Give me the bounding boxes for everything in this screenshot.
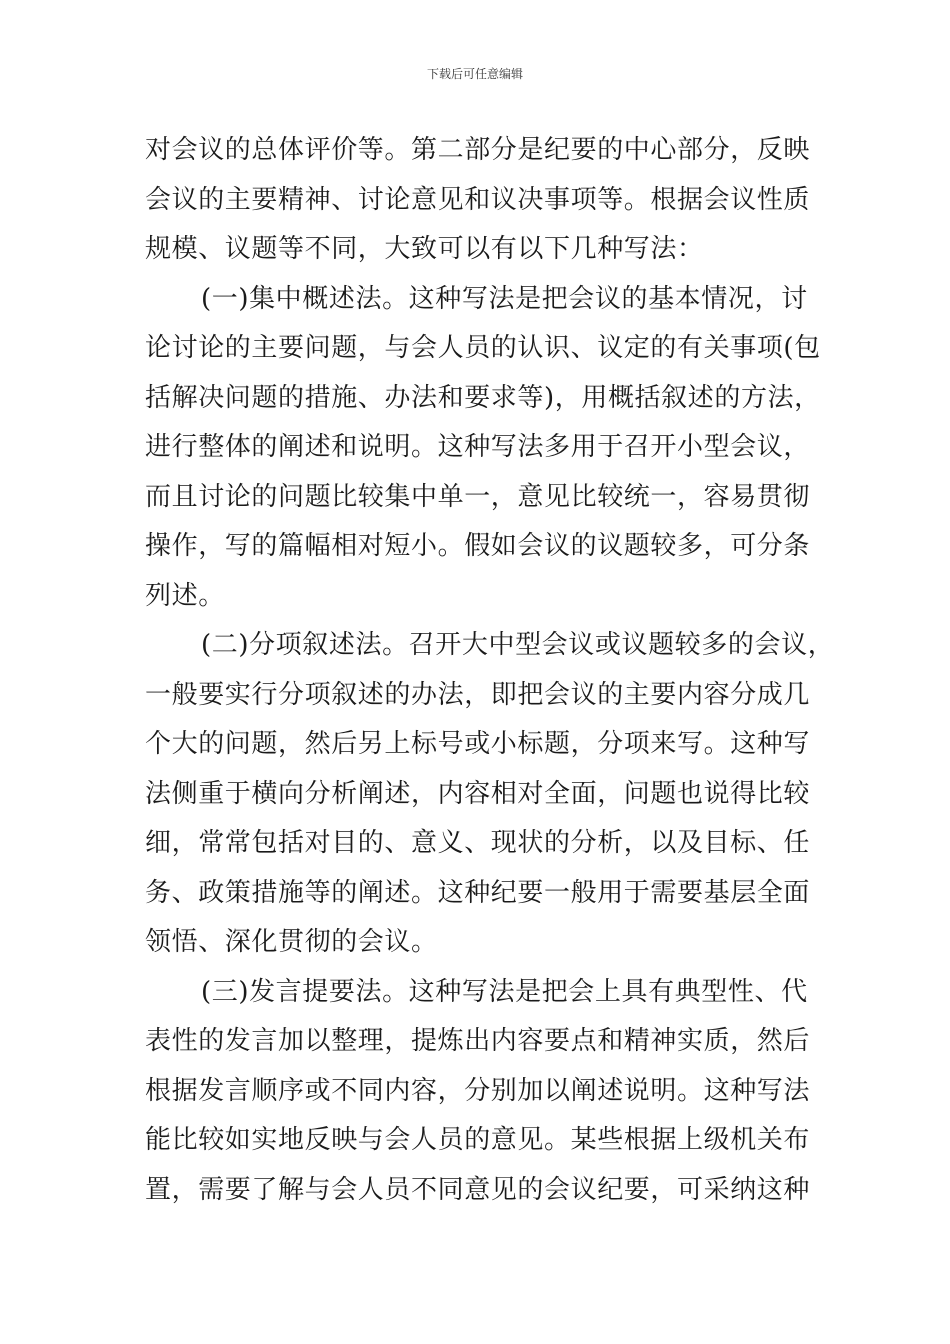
text-line: 规模、议题等不同，大致可以有以下几种写法：	[145, 234, 704, 264]
text-line: 一般要实行分项叙述的办法，即把会议的主要内容分成几	[145, 679, 811, 710]
document-body	[145, 126, 835, 1215]
text-line: 论讨论的主要问题，与会人员的认识、议定的有关事项(包	[145, 333, 821, 363]
text-line: 细，常常包括对目的、意义、现状的分析，以及目标、任	[145, 828, 811, 858]
page-header-note: 下载后可任意编辑	[426, 67, 523, 81]
text-line: 根据发言顺序或不同内容，分别加以阐述说明。这种写法	[145, 1075, 811, 1106]
text-line: 表性的发言加以整理，提炼出内容要点和精神实质，然后	[145, 1026, 811, 1056]
text-line: 列述。	[145, 580, 225, 611]
text-line: 会议的主要精神、讨论意见和议决事项等。根据会议性质	[145, 184, 811, 215]
text-line: 务、政策措施等的阐述。这种纪要一般用于需要基层全面	[145, 877, 811, 908]
text-line: 能比较如实地反映与会人员的意见。某些根据上级机关布	[145, 1125, 811, 1155]
paragraph-method-3	[145, 968, 815, 1216]
text-line: 领悟、深化贯彻的会议。	[145, 927, 438, 957]
text-line: (二)分项叙述法。召开大中型会议或议题较多的会议，	[201, 630, 835, 660]
text-line: (一)集中概述法。这种写法是把会议的基本情况，讨	[201, 283, 808, 314]
text-line: (三)发言提要法。这种写法是把会上具有典型性、代	[201, 976, 808, 1007]
text-line: 括解决问题的措施、办法和要求等)，用概括叙述的方法，	[145, 382, 821, 413]
text-line: 而且讨论的问题比较集中单一，意见比较统一，容易贯彻	[145, 481, 811, 512]
text-line: 置，需要了解与会人员不同意见的会议纪要，可采纳这种	[145, 1174, 811, 1205]
paragraph-intro	[145, 126, 815, 275]
text-line: 对会议的总体评价等。第二部分是纪要的中心部分，反映	[145, 135, 811, 165]
paragraph-method-1	[145, 275, 821, 622]
text-line: 法侧重于横向分析阐述，内容相对全面，问题也说得比较	[145, 778, 811, 809]
text-line: 操作，写的篇幅相对短小。假如会议的议题较多，可分条	[145, 531, 811, 561]
text-line: 个大的问题，然后另上标号或小标题，分项来写。这种写	[145, 729, 811, 759]
text-line: 进行整体的阐述和说明。这种写法多用于召开小型会议，	[145, 432, 811, 462]
paragraph-method-2	[145, 621, 835, 968]
